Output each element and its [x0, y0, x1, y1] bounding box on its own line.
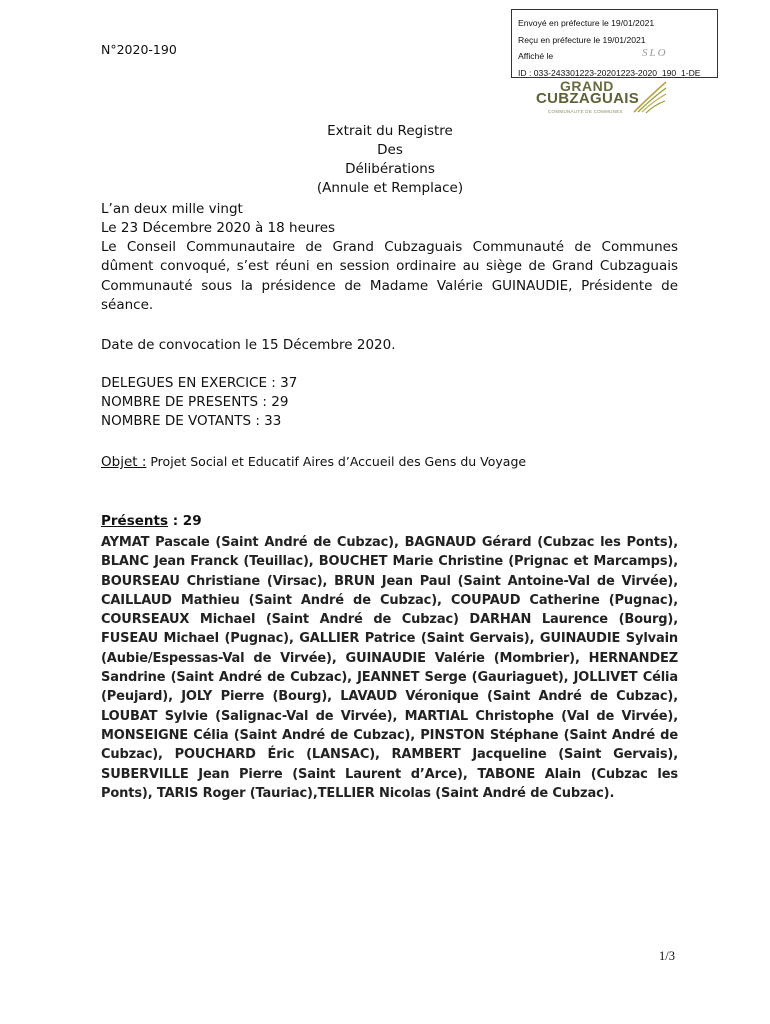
objet-text: Projet Social et Educatif Aires d’Accueil des Gens du Voyage [146, 454, 527, 469]
logo-line-1: GRAND [560, 78, 614, 94]
objet-label: Objet : [101, 454, 147, 470]
logo-line-3: COMMUNAUTÉ DE COMMUNES [548, 109, 623, 114]
intro-paragraph: Le Conseil Communautaire de Grand Cubzaguais Communauté de Communes dûment convoqué, s’est réuni en session ordinaire au siège de Grand Cubzaguais Communauté sous la présidence de Madame Valérie GUINAUDIE, Présidente de séance. [101, 239, 678, 313]
stamp-signature: SLO [642, 47, 668, 59]
title-deliberations: Délibérations [345, 161, 435, 177]
presents-list: AYMAT Pascale (Saint André de Cubzac), BAGNAUD Gérard (Cubzac les Ponts), BLANC Jean Franck (Teuillac), BOUCHET Marie Christine (Prignac et Marcamps), BOURSEAU Christiane (Virsac), BRUN Jean Paul (Saint Antoine-Val de Virvée), CAILLAUD Mathieu (Saint André de Cubzac), COUPAUD Catherine (Pugnac), COURSEAUX Michael (Saint André de Cubzac) DARHAN Laurence (Bourg), FUSEAU Michael (Pugnac), GALLIER Patrice (Saint Gervais), GUINAUDIE Sylvain (Aubie/Espessas-Val de Virvée), GUINAUDIE Valérie (Mombrier), HERNANDEZ Sandrine (Saint André de Cubzac), JEANNET Serge (Gauriaguet), JOLLIVET Célia (Peujard), JOLY Pierre (Bourg), LAVAUD Véronique (Saint André de Cubzac), LOUBAT Sylvie (Salignac-Val de Virvée), MARTIAL Christophe (Val de Virvée), MONSEIGNE Célia (Saint André de Cubzac), PINSTON Stéphane (Saint André de Cubzac), POUCHARD Éric (LANSAC), RAMBERT Jacqueline (Saint Gervais), SUBERVILLE Jean Pierre (Saint Laurent d’Arce), TABONE Alain (Cubzac les Ponts), TARIS Roger (Tauriac),TELLIER Nicolas (Saint André de Cubzac). [101, 535, 678, 801]
grand-cubzaguais-logo [536, 78, 671, 120]
wheat-icon [632, 80, 668, 114]
stamp-posted: Affiché le [518, 51, 554, 61]
present-count: NOMBRE DE PRESENTS : 29 [101, 394, 289, 410]
intro-year: L’an deux mille vingt [101, 201, 243, 217]
intro-date: Le 23 Décembre 2020 à 18 heures [101, 220, 336, 236]
stamp-received-date: Reçu en préfecture le 19/01/2021 [518, 34, 646, 45]
deliberation-number: N°2020-190 [101, 42, 177, 57]
convocation-date: Date de convocation le 15 Décembre 2020. [101, 337, 396, 353]
stamp-id: ID : 033-243301223-20201223-2020_190_1-DE [518, 67, 701, 78]
presents-label: Présents [101, 513, 168, 529]
logo-line-2: CUBZAGUAIS [536, 90, 639, 107]
page-number: 1/3 [659, 949, 675, 963]
title-des: Des [377, 142, 403, 158]
prefecture-stamp [511, 9, 718, 78]
voters-count: NOMBRE DE VOTANTS : 33 [101, 413, 282, 429]
presents-count: : 29 [168, 513, 202, 529]
objet-line [101, 454, 526, 470]
stamp-sent-date: Envoyé en préfecture le 19/01/2021 [518, 18, 655, 28]
presents-heading [101, 513, 202, 529]
delegates-count: DELEGUES EN EXERCICE : 37 [101, 375, 298, 391]
title-annule-remplace: (Annule et Remplace) [316, 180, 464, 196]
title-registry: Extrait du Registre [327, 123, 453, 139]
